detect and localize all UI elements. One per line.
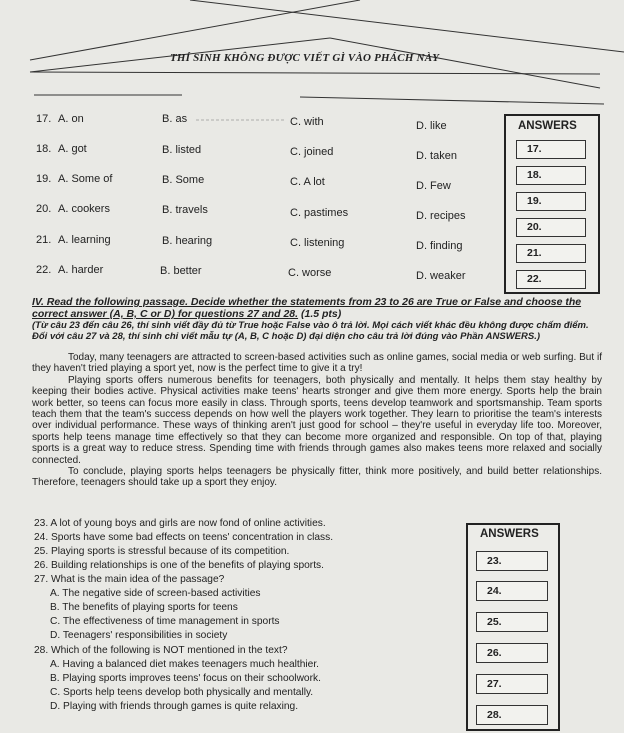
- question-23: 23. A lot of young boys and girls are now fond of online activities.: [34, 518, 326, 529]
- section-heading: [32, 296, 602, 320]
- answer-cell-20[interactable]: 20.: [516, 218, 586, 237]
- option-b: B. as: [162, 113, 188, 125]
- answers-box-top: [504, 114, 600, 294]
- answer-cell-26[interactable]: 26.: [476, 643, 548, 663]
- question-26: 26. Building relationships is one of the benefits of playing sports.: [34, 560, 324, 571]
- option-c: C. pastimes: [290, 207, 349, 219]
- question-number: 21.: [36, 234, 52, 246]
- option-c: C. listening: [290, 237, 345, 249]
- option-c: C. A lot: [290, 176, 325, 188]
- question-number: 18.: [36, 143, 52, 155]
- answer-cell-24[interactable]: 24.: [476, 581, 548, 601]
- answer-cell-25[interactable]: 25.: [476, 612, 548, 632]
- answers-title: ANSWERS: [518, 120, 577, 132]
- option-b: B. Playing sports improves teens' focus on their schoolwork.: [50, 673, 321, 684]
- option-d: D. taken: [416, 150, 457, 162]
- option-d: D. Few: [416, 180, 451, 192]
- question-number: 22.: [36, 264, 52, 276]
- option-d: D. like: [416, 120, 447, 132]
- option-c: C. Sports help teens develop both physically and mentally.: [50, 687, 314, 698]
- passage-paragraph: To conclude, playing sports helps teenagers be physically fitter, think more positively, and build better relationships. Therefore, teenagers should take up a sport they enjoy.: [32, 466, 602, 489]
- option-a: A. cookers: [58, 203, 110, 215]
- option-c: C. The effectiveness of time management in sports: [50, 616, 280, 627]
- option-c: C. worse: [288, 267, 332, 279]
- answer-cell-18[interactable]: 18.: [516, 166, 586, 185]
- section-heading-points: (1.5 pts): [298, 308, 342, 320]
- option-d: D. weaker: [416, 270, 466, 282]
- passage-paragraph: Playing sports offers numerous benefits for teenagers, both physically and mentally. It helps them stay healthy by keeping their bodies active. Physical activities make teens' hearts stronger and give them more energy. Sports help the brain work better, so teens can focus more easily in class. Through sports, teens develop teamwork and sportsmanship. Team sports teach them that the team's success depends on how well the players work together. They learn to prioritise the team's interests over individual performance. These ways of thinking aren't just good for school – they're useful in everyday life too. Moreover, sports help teens manage time effectively so that they can become more organized and responsible. On top of that, playing sports is a great way to reduce stress. Spending time with friends through games also makes teens more relaxed and socially connected.: [32, 374, 602, 466]
- option-a: A. harder: [58, 264, 104, 276]
- answer-cell-17[interactable]: 17.: [516, 140, 586, 159]
- passage-paragraph: Today, many teenagers are attracted to screen-based activities such as online games, social media or web surfing. But if they haven't tried playing a sport yet, now is the perfect time to give it a try!: [32, 352, 602, 375]
- question-stem: 27. What is the main idea of the passage?: [34, 574, 225, 585]
- option-a: A. Having a balanced diet makes teenagers much healthier.: [50, 659, 319, 670]
- option-a: A. The negative side of screen-based activities: [50, 588, 261, 599]
- answer-cell-21[interactable]: 21.: [516, 244, 586, 263]
- question-number: 19.: [36, 173, 52, 185]
- answers-box-bottom: [466, 523, 560, 731]
- option-a: A. got: [58, 143, 87, 155]
- answer-cell-19[interactable]: 19.: [516, 192, 586, 211]
- option-d: D. Playing with friends through games is quite relaxing.: [50, 701, 299, 712]
- option-a: A. Some of: [58, 173, 113, 185]
- option-b: B. Some: [162, 174, 205, 186]
- answer-cell-27[interactable]: 27.: [476, 674, 548, 694]
- answer-cell-22[interactable]: 22.: [516, 270, 586, 289]
- option-d: D. Teenagers' responsibilities in society: [50, 630, 228, 641]
- header-title: THÍ SINH KHÔNG ĐƯỢC VIẾT GÌ VÀO PHÁCH NÀY: [170, 52, 440, 64]
- question-number: 20.: [36, 203, 52, 215]
- option-a: A. on: [58, 113, 84, 125]
- question-stem: 28. Which of the following is NOT mentioned in the text?: [34, 645, 288, 656]
- section-note: (Từ câu 23 đến câu 26, thí sinh viết đầy đủ từ True hoặc False vào ô trả lời. Mọi cách viết khác đều không được chấm điểm. Đối với câu 27 và 28, thí sinh chỉ viết mẫu tự (A, B, C hoặc D) đại diện cho câu trả lời đúng vào Phần ANSWERS.): [32, 320, 589, 342]
- question-number: 17.: [36, 113, 52, 125]
- option-b: B. hearing: [162, 235, 213, 247]
- option-b: B. The benefits of playing sports for teens: [50, 602, 238, 613]
- option-b: B. listed: [162, 144, 202, 156]
- answers-title: ANSWERS: [480, 528, 539, 540]
- option-a: A. learning: [58, 234, 111, 246]
- answer-cell-28[interactable]: 28.: [476, 705, 548, 725]
- section-heading-instruction: IV. Read the following passage. Decide whether the statements from 23 to 26 are True or False and choose the correct answer (A, B, C or D) for questions 27 and 28.: [32, 296, 582, 320]
- option-c: C. with: [290, 116, 324, 128]
- question-24: 24. Sports have some bad effects on teens' concentration in class.: [34, 532, 334, 543]
- option-d: D. finding: [416, 240, 463, 252]
- option-b: B. travels: [162, 204, 208, 216]
- reading-passage: [32, 352, 602, 489]
- option-d: D. recipes: [416, 210, 466, 222]
- option-b: B. better: [160, 265, 202, 277]
- question-25: 25. Playing sports is stressful because of its competition.: [34, 546, 290, 557]
- answer-cell-23[interactable]: 23.: [476, 551, 548, 571]
- option-c: C. joined: [290, 146, 334, 158]
